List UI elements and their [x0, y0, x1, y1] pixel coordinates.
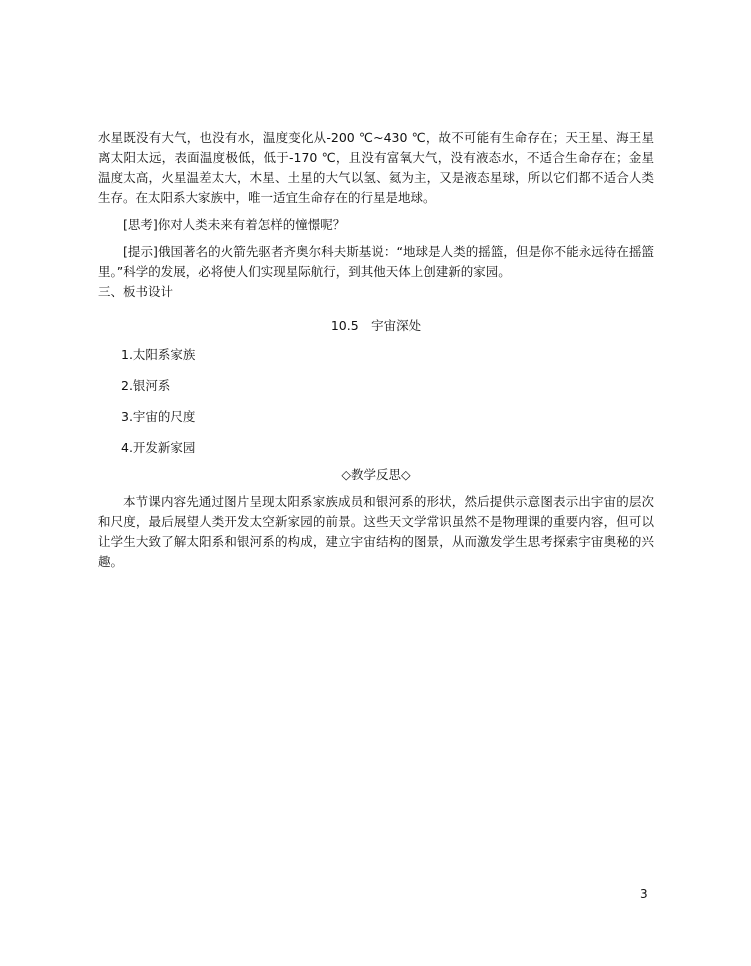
- planets-paragraph: 水星既没有大气，也没有水，温度变化从-200 ℃~430 ℃，故不可能有生命存在；天王星、海王星离太阳太远，表面温度极低，低于-170 ℃，且没有富氧大气，没有液态水，不适合生命存在；金星温度太高，火星温差太大，木星、土星的大气以氢、氦为主，又是液态星球，所以它们都不适合人类生存。在太阳系大家族中，唯一适宜生命存在的行星是地球。: [98, 130, 654, 205]
- think-paragraph: [思考]你对人类未来有着怎样的憧憬呢？: [123, 217, 346, 232]
- board-item-universe-scale: 3.宇宙的尺度: [121, 409, 196, 424]
- board-item-solar-system: 1.太阳系家族: [121, 347, 196, 362]
- board-title: 10.5 宇宙深处: [330, 318, 422, 333]
- page-number: 3: [640, 887, 648, 901]
- reflection-paragraph: 本节课内容先通过图片呈现太阳系家族成员和银河系的形状，然后提供示意图表示出宇宙的层次和尺度，最后展望人类开发太空新家园的前景。这些天文学常识虽然不是物理课的重要内容，但可以让学生大致了解太阳系和银河系的构成，建立宇宙结构的图景，从而激发学生思考探索宇宙奥秘的兴趣。: [98, 494, 654, 569]
- board-item-new-home: 4.开发新家园: [121, 440, 196, 455]
- reflection-title: ◇教学反思◇: [341, 467, 411, 482]
- section-title-board-design: 三、板书设计: [98, 284, 174, 299]
- board-outline-list: [98, 345, 654, 458]
- hint-paragraph: [提示]俄国著名的火箭先驱者齐奥尔科夫斯基说：“地球是人类的摇篮，但是你不能永远待在摇篮里。”科学的发展，必将使人们实现星际航行，到其他天体上创建新的家园。: [98, 244, 654, 279]
- board-item-milky-way: 2.银河系: [121, 378, 171, 393]
- page-content: [98, 128, 654, 572]
